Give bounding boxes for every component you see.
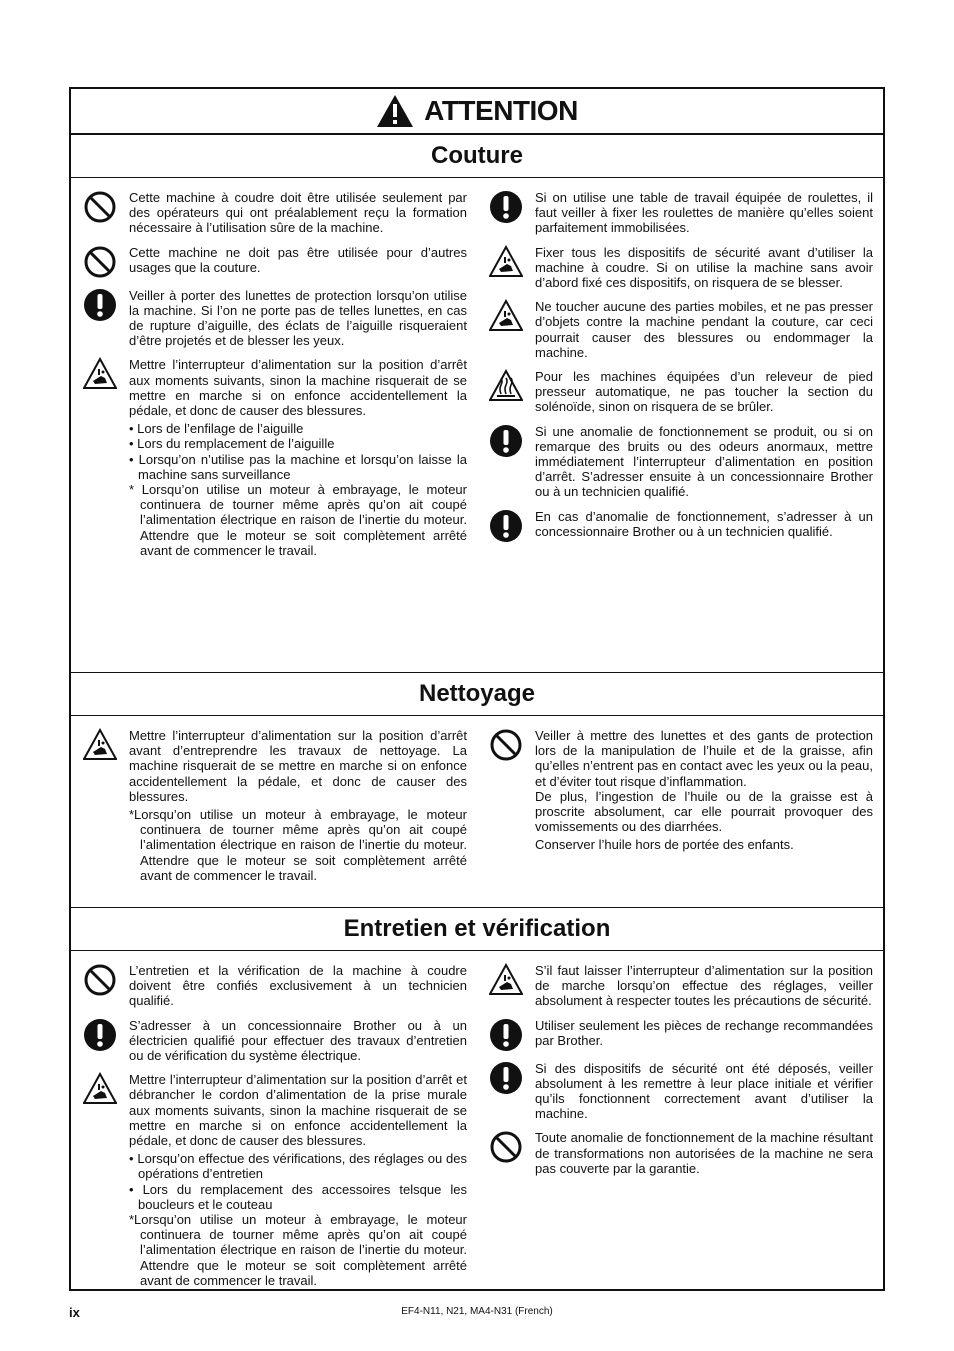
mandatory-action-icon [489,509,523,543]
section-body-nettoyage [71,716,883,908]
column-right [477,963,883,1329]
mandatory-action-icon [83,1018,117,1052]
safety-item [83,357,467,558]
safety-text: Ne toucher aucune des parties mobiles, et ne pas presser d’objets contre la machine pendant la couture, car ceci pourrait causer des blessures ou endommager la machine. [535,299,873,360]
warning-triangle-icon [376,94,414,128]
bullet-item: • Lorsqu’on n’utilise pas la machine et lorsqu’on laisse la machine sans surveillance [129,451,467,482]
note-text: *Lorsqu’on utilise un moteur à embrayage, le moteur continuera de tourner même après qu’on ait coupé l’alimentation électrique en raison de l’inertie du moteur. Attendre que le moteur se soit complètement arrêté avant de commencer le travail. [129,1212,467,1288]
safety-item [83,728,467,883]
prohibition-icon [83,963,117,997]
bullet-item: • Lors du remplacement des accessoires telsque les boucleurs et le couteau [129,1181,467,1212]
hand-injury-caution-icon [83,728,117,762]
bullet-item: • Lorsqu’on effectue des vérifications, des réglages ou des opérations d’entretien [129,1151,467,1182]
safety-text: Veiller à porter des lunettes de protection lorsqu’on utilise la machine. Si l’on ne porte pas de telles lunettes, en cas de rupture d’aiguille, des éclats de l’aiguille risqueraient d’être projetés et de blesser les yeux. [129,287,467,349]
column-left [71,728,477,907]
bullet-item: • Lors du remplacement de l’aiguille [129,436,335,452]
safety-text: S’adresser à un concessionnaire Brother ou à un électricien qualifié pour effectuer des travaux d’entretien ou de vérification du système électrique. [129,1017,467,1064]
safety-item [489,1018,873,1052]
safety-text: Pour les machines équipées d’un releveur de pied presseur automatique, ne pas toucher la section du solénoïde, sinon on risquera de se brûler. [535,369,873,415]
hand-injury-caution-icon [489,963,523,997]
column-left [71,190,477,672]
hand-injury-caution-icon [489,245,523,279]
safety-item [489,245,873,291]
hot-surface-caution-icon [489,369,523,403]
safety-item [83,963,467,1009]
attention-title: ATTENTION [424,95,578,126]
page-number: ix [69,1305,80,1320]
safety-text: Si on utilise une table de travail équipée de roulettes, il faut veiller à fixer les roulettes de manière qu’elles soient parfaitement immobilisées. [535,190,873,236]
mandatory-action-icon [489,1061,523,1095]
bullet-item: • Lors de l’enfilage de l’aiguille [129,421,304,437]
safety-item [83,245,467,279]
column-right [477,190,883,672]
safety-text: Si des dispositifs de sécurité ont été déposés, veiller absolument à les remettre à leur place initiale et vérifier qu’ils fonctionnent correctement avant d’utiliser la machine. [535,1060,873,1122]
note-text: * Lorsqu’on utilise un moteur à embrayage, le moteur continuera de tourner même après qu’on ait coupé l’alimentation électrique en raison de l’inertie du moteur. Attendre que le moteur se soit complètement arrêté avant de commencer le travail. [129,482,467,558]
prohibition-icon [489,1130,523,1164]
safety-item [489,509,873,543]
safety-text: Utiliser seulement les pièces de rechange recommandées par Brother. [535,1017,873,1048]
safety-item [83,1018,467,1064]
extra-text: Conserver l’huile hors de portée des enfants. [535,837,794,853]
safety-text: Mettre l’interrupteur d’alimentation sur la position d’arrêt aux moments suivants, sinon la machine risquerait de se mettre en marche si on enfonce accidentellement la pédale, et donc de causer des blessures. • Lors de l’enfilage de l’aiguille • Lors du remplacement de l’aiguille • Lorsqu’on n’utilise pas la machine et lorsqu’on laisse la machine sans surveillance * Lorsqu’on utilise un moteur à embrayage, le moteur continuera de tourner même après qu’on ait coupé l’alimentation électrique en raison de l’inertie du moteur. Attendre que le moteur se soit complètement arrêté avant de commencer le travail. [129,357,467,558]
prohibition-icon [83,190,117,224]
safety-item [489,424,873,500]
safety-text: En cas d’anomalie de fonctionnement, s’adresser à un concessionnaire Brother ou à un technicien qualifié. [535,508,873,539]
hand-injury-caution-icon [83,1072,117,1106]
mandatory-action-icon [489,1018,523,1052]
safety-item [489,190,873,236]
safety-text: S’il faut laisser l’interrupteur d’alimentation sur la position de marche lorsqu’on effectue des réglages, veiller absolument à respecter toutes les précautions de sécurité. [535,963,873,1009]
model-reference: EF4-N11, N21, MA4-N31 (French) [401,1306,553,1317]
mandatory-action-icon [489,190,523,224]
safety-text: Veiller à mettre des lunettes et des gants de protection lors de la manipulation de l’huile et de la graisse, afin qu’elles n’entrent pas en contact avec les yeux ou la peau, et d’éviter tout risque d’inflammation. De plus, l’ingestion de l’huile ou de la graisse est à proscrite absolument, car elle pourrait provoquer des vomissements ou des diarrhées. Conserver l’huile hors de portée des enfants. [535,728,873,853]
mandatory-action-icon [489,424,523,458]
safety-text: Toute anomalie de fonctionnement de la machine résultant de transformations non autorisées de la machine ne sera pas couverte par la garantie. [535,1130,873,1176]
safety-text: Mettre l’interrupteur d’alimentation sur la position d’arrêt et débrancher le cordon d’alimentation de la prise murale aux moments suivants, sinon la machine risquerait de se mettre en marche si on enfonce accidentellement la pédale, et donc de causer des blessures. • Lorsqu’on effectue des vérifications, des réglages ou des opérations d’entretien • Lors du remplacement des accessoires telsque les boucleurs et le couteau *Lorsqu’on utilise un moteur à embrayage, le moteur continuera de tourner même après qu’on ait coupé l’alimentation électrique en raison de l’inertie du moteur. Attendre que le moteur se soit complètement arrêté avant de commencer le travail. [129,1072,467,1288]
attention-banner [71,89,883,135]
safety-item [489,963,873,1009]
safety-item [489,1130,873,1176]
section-body-entretien [71,951,883,1329]
safety-text: Mettre l’interrupteur d’alimentation sur la position d’arrêt avant d’entreprendre les travaux de nettoyage. La machine risquerait de se mettre en marche si on enfonce accidentellement la pédale, et donc de causer des blessures. *Lorsqu’on utilise un moteur à embrayage, le moteur continuera de tourner même après qu’on ait coupé l’alimentation électrique en raison de l’inertie du moteur. Attendre que le moteur se soit complètement arrêté avant de commencer le travail. [129,728,467,883]
safety-item [489,728,873,853]
safety-item [83,1072,467,1288]
prohibition-icon [489,728,523,762]
safety-text: Cette machine ne doit pas être utilisée pour d’autres usages que la couture. [129,244,467,275]
safety-item [489,1061,873,1122]
section-body-couture [71,178,883,673]
safety-text: L’entretien et la vérification de la machine à coudre doivent être confiés exclusivement à un technicien qualifié. [129,963,467,1009]
mandatory-action-icon [83,288,117,322]
safety-text: Cette machine à coudre doit être utilisée seulement par des opérateurs qui ont préalablement reçu la formation nécessaire à l’utilisation sûre de la machine. [129,190,467,236]
column-right [477,728,883,907]
safety-item [83,190,467,236]
column-left [71,963,477,1329]
section-title-nettoyage: Nettoyage [71,673,883,716]
section-title-couture: Couture [71,135,883,178]
hand-injury-caution-icon [489,299,523,333]
safety-text: Si une anomalie de fonctionnement se produit, ou si on remarque des bruits ou des odeurs anormaux, mettre immédiatement l’interrupteur d’alimentation en position d’arrêt. S’adresser ensuite à un concessionnaire Brother ou à un technicien qualifié. [535,423,873,500]
safety-item [83,288,467,349]
prohibition-icon [83,245,117,279]
hand-injury-caution-icon [83,357,117,391]
extra-text: De plus, l’ingestion de l’huile ou de la graisse est à proscrite absolument, car elle pourrait provoquer des vomissements ou des diarrhées. [535,788,873,835]
note-text: *Lorsqu’on utilise un moteur à embrayage, le moteur continuera de tourner même après qu’on ait coupé l’alimentation électrique en raison de l’inertie du moteur. Attendre que le moteur se soit complètement arrêté avant de commencer le travail. [129,807,467,883]
safety-item [489,299,873,360]
attention-frame [69,87,885,1291]
safety-text: Fixer tous les dispositifs de sécurité avant d’utiliser la machine à coudre. Si on utilise la machine sans avoir d’abord fixé ces dispositifs, on risquera de se blesser. [535,244,873,291]
safety-item [489,369,873,415]
section-title-entretien: Entretien et vérification [71,908,883,951]
